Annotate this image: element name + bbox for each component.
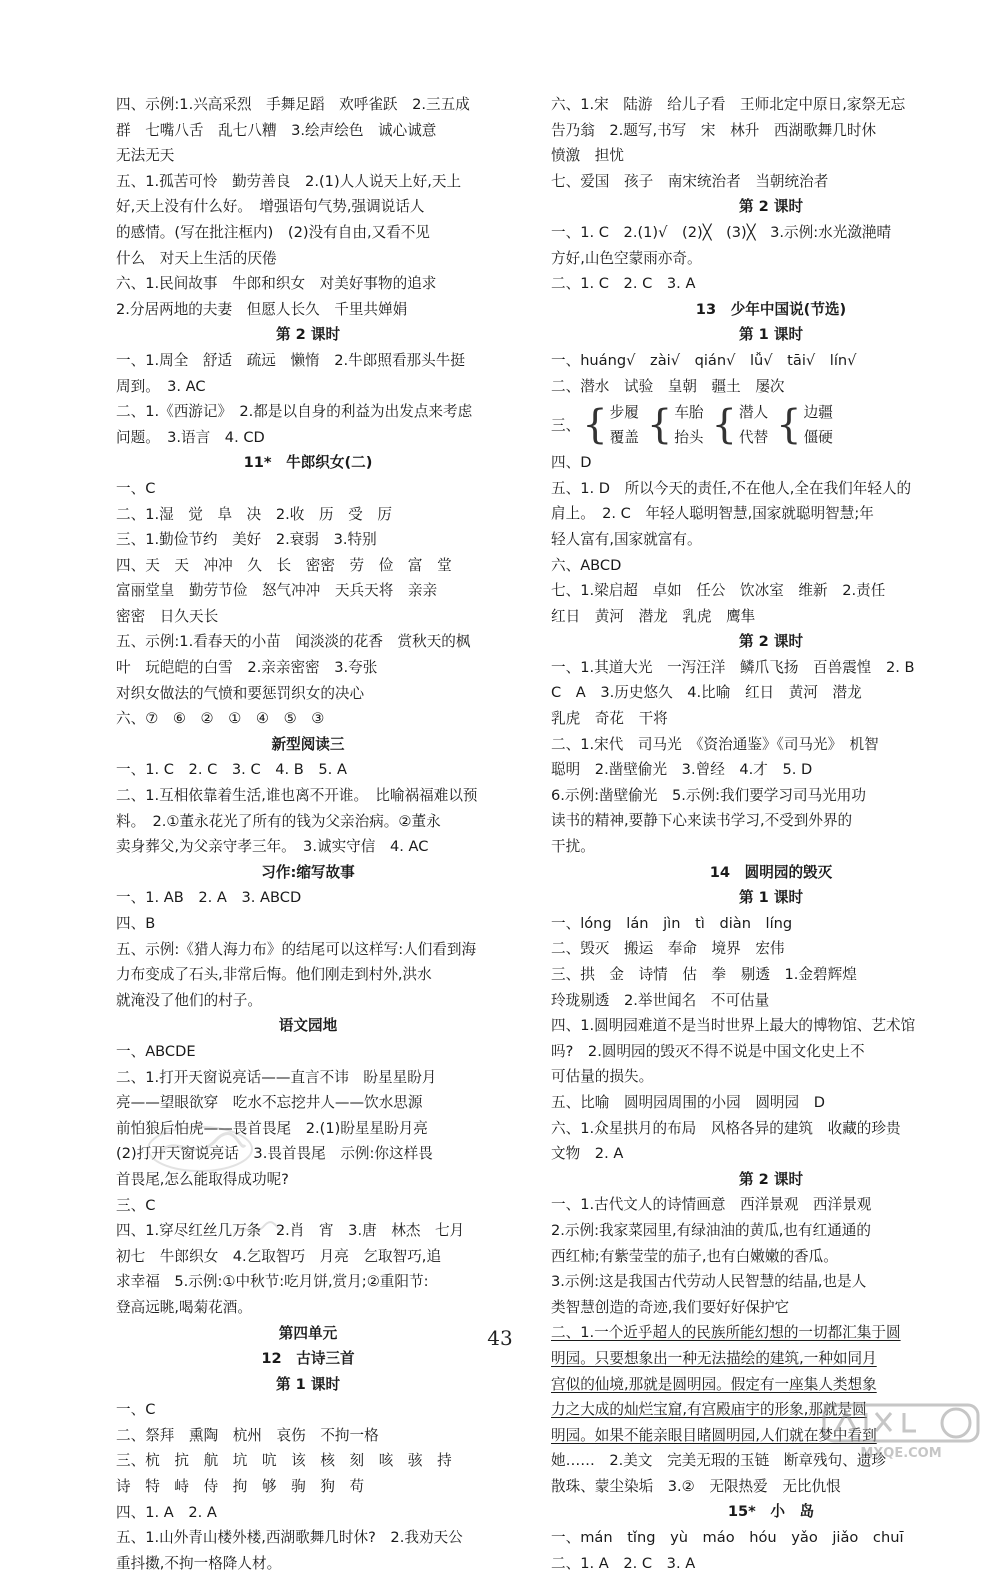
answer-line: 肩上。 2. C 年轻人聪明智慧,国家就聪明智慧;年 (551, 505, 874, 523)
answer-line: 二、祭拜 熏陶 杭州 哀伤 不拘一格 (116, 1426, 379, 1444)
word: 潜人 (738, 403, 769, 421)
answer-line: 初七 牛郎织女 4.乞取智巧 月亮 乞取智巧,追 (116, 1247, 442, 1265)
answer-line: 吗? 2.圆明园的毁灭不得不说是中国文化史上不 (551, 1042, 865, 1060)
section-heading: 新型阅读三 (271, 735, 345, 753)
answer-line: 一、C (116, 479, 156, 497)
answer-line: 一、1. C 2.(1)√ (2)╳ (3)╳ 3.示例:水光潋滟晴 (551, 223, 892, 241)
answer-line: 6.示例:凿壁偷光 5.示例:我们要学习司马光用功 (551, 786, 866, 804)
answer-line: 西红柿;有紫莹莹的茄子,也有白嫩嫩的香瓜。 (551, 1247, 838, 1265)
left-column (116, 92, 500, 1576)
word: 覆盖 (609, 428, 639, 446)
answer-line: 她…… 2.美文 完美无瑕的玉链 断章残句、遗珍 (551, 1452, 886, 1470)
section-heading: 11* 牛郎织女(二) (243, 454, 373, 472)
section-heading: 第 1 课时 (275, 1375, 341, 1393)
answer-line: 问题。 3.语言 4. CD (116, 428, 265, 446)
answer-line: 宫似的仙境,那就是圆明园。假定有一座集人类想象 (551, 1375, 877, 1393)
right-column (551, 92, 991, 1576)
answer-line: 二、1.打开天窗说亮话——直言不讳 盼星星盼月 (116, 1068, 437, 1086)
answer-line: 三、1.勤俭节约 美好 2.衰弱 3.特别 (116, 531, 377, 549)
answer-line: 一、lóng lán jìn tì diàn líng (551, 914, 793, 932)
section-heading: 第 2 课时 (738, 633, 804, 651)
answer-line: 轻人富有,国家就富有。 (551, 530, 702, 548)
answer-line: 二、毁灭 搬运 奉命 境界 宏伟 (551, 940, 785, 958)
answer-line: 类智慧创造的奇迹,我们要好好保护它 (551, 1298, 790, 1316)
answer-line: 登高远眺,喝菊花酒。 (116, 1298, 252, 1316)
answer-line: 二、1. C 2. C 3. A (551, 275, 696, 293)
answer-line: 五、1.山外青山楼外楼,西湖歌舞几时休? 2.我劝天公 (116, 1529, 463, 1547)
answer-line: 料。 2.①董永花光了所有的钱为父亲治病。②董永 (116, 812, 441, 830)
answer-line: 六、1.众星拱月的布局 风格各异的建筑 收藏的珍贵 (551, 1119, 901, 1137)
section-heading: 第 1 课时 (738, 889, 804, 907)
answer-line: 五、示例:1.看春天的小苗 闻淡淡的花香 赏秋天的枫 (116, 633, 471, 651)
answer-line: 一、1.古代文人的诗情画意 西洋景观 西洋景观 (551, 1196, 872, 1214)
answer-line: 二、1.一个近乎超人的民族所能幻想的一切都汇集于圆 (551, 1324, 901, 1342)
answer-line: 可估量的损失。 (551, 1068, 654, 1086)
word-pair (739, 400, 768, 450)
answer-line: 愤激 担忧 (551, 147, 624, 165)
answer-line: 就淹没了他们的村子。 (116, 991, 262, 1009)
answer-line: 重抖擞,不拘一格降人材。 (116, 1554, 282, 1572)
brace-glyph: { (646, 401, 673, 448)
word-pair (804, 400, 833, 450)
answer-line: 一、1.其道大光 一泻汪洋 鳞爪飞扬 百兽震惶 2. B (551, 658, 915, 676)
answer-line: 诗 特 峙 侍 拘 够 驹 狗 苟 (116, 1478, 365, 1496)
answer-line: 六、1.宋 陆游 给儿子看 王师北定中原日,家祭无忘 (551, 96, 906, 113)
answer-line: 卖身葬父,为父亲守孝三年。 3.诚实守信 4. AC (116, 838, 429, 856)
answer-line: 群 七嘴八舌 乱七八糟 3.绘声绘色 诚心诚意 (116, 121, 437, 139)
section-heading: 14 圆明园的毁灭 (709, 863, 833, 881)
brace-glyph: { (582, 401, 608, 448)
answer-line: 七、爱国 孩子 南宋统治者 当朝统治者 (551, 172, 829, 190)
answer-line: 求幸福 5.示例:①中秋节:吃月饼,赏月;②重阳节: (116, 1273, 429, 1291)
section-heading: 语文园地 (278, 1017, 338, 1035)
word: 抬头 (674, 428, 704, 446)
answer-line: 干扰。 (551, 838, 595, 856)
word-pair (610, 400, 639, 450)
answer-line: 一、huáng√ zài√ qián√ lǚ√ tāi√ lín√ (551, 351, 857, 369)
brace-glyph: { (711, 401, 737, 448)
answer-line: 3.示例:这是我国古代劳动人民智慧的结晶,也是人 (551, 1273, 867, 1291)
word: 僵硬 (803, 428, 833, 446)
answer-line: 四、B (116, 915, 156, 932)
answer-line: 周到。 3. AC (116, 377, 206, 395)
answer-label: 三、 (551, 417, 581, 435)
answer-line: 二、1.《西游记》 2.都是以自身的利益为出发点来考虑 (116, 403, 473, 421)
section-heading: 15* 小 岛 (727, 1503, 815, 1521)
svg-text:MXQE.COM: MXQE.COM (860, 1446, 942, 1461)
answer-line: 前怕狼后怕虎——畏首畏尾 2.(1)盼星星盼月亮 (116, 1119, 428, 1137)
answer-line: 二、1.宋代 司马光 《资治通鉴》《司马光》 机智 (551, 735, 879, 753)
answer-line: 一、1. C 2. C 3. C 4. B 5. A (116, 761, 347, 779)
faint-stamp-mark (232, 1220, 284, 1240)
answer-line: 六、⑦ ⑥ ② ① ④ ⑤ ③ (116, 710, 325, 728)
answer-line: 四、示例:1.兴高采烈 手舞足蹈 欢呼雀跃 2.三五成 (116, 96, 470, 113)
answer-line: 好,天上没有什么好。 增强语句气势,强调说话人 (116, 198, 425, 216)
answer-line: 三、拱 金 诗情 估 拳 剔透 1.金碧辉煌 (551, 966, 857, 983)
watermark-logo (816, 1401, 986, 1461)
answer-line: 读书的精神,要静下心来读书学习,不受到外界的 (551, 812, 853, 830)
answer-line: 无法无天 (116, 147, 175, 165)
section-heading: 第四单元 (278, 1324, 338, 1342)
section-heading: 习作:缩写故事 (261, 863, 355, 881)
word: 车胎 (674, 403, 704, 421)
answer-line: 红日 黄河 潜龙 乳虎 鹰隼 (551, 607, 756, 625)
answer-line: 三、杭 抗 航 坑 吭 该 核 刻 咳 骇 持 (116, 1452, 452, 1470)
answer-line: 六、1.民间故事 牛郎和织女 对美好事物的追求 (116, 275, 437, 293)
answer-line: 五、比喻 圆明园周围的小园 圆明园 D (551, 1093, 825, 1111)
answer-line: 对织女做法的气愤和要惩罚织女的决心 (116, 684, 365, 702)
word: 代替 (738, 428, 769, 446)
answer-line: 的感情。(写在批注框内) (2)没有自由,又看不见 (116, 223, 430, 241)
answer-line: 散珠、蒙尘染垢 3.② 无限热爱 无比仇恨 (551, 1477, 841, 1495)
section-heading: 第 1 课时 (738, 326, 804, 344)
answer-line: 二、潜水 试验 皇朝 疆土 屡次 (551, 377, 785, 395)
answer-line: 二、1. A 2. C 3. A (551, 1554, 696, 1572)
word-pair (674, 400, 703, 450)
answer-line: C A 3.历史悠久 4.比喻 红日 黄河 潜龙 (551, 684, 862, 702)
word: 边疆 (803, 403, 833, 421)
answer-line: 四、D (551, 454, 592, 472)
answer-line: 七、1.梁启超 卓如 任公 饮冰室 维新 2.责任 (551, 582, 886, 600)
answer-line: 六、ABCD (551, 556, 622, 574)
answer-line: 力之大成的灿烂宝窟,有宫殿庙宇的形象,那就是圆 (551, 1401, 867, 1419)
answer-line: 三、C (116, 1196, 156, 1214)
section-heading: 13 少年中国说(节选) (695, 300, 847, 318)
section-heading: 第 2 课时 (738, 1170, 804, 1188)
answer-line: 告乃翁 2.题写,书写 宋 林升 西湖歌舞几时休 (551, 121, 877, 139)
page-number: 43 (487, 1326, 513, 1350)
answer-line: 2.示例:我家菜园里,有绿油油的黄瓜,也有红通通的 (551, 1221, 871, 1239)
answer-line: 力布变成了石头,非常后悔。他们刚走到村外,洪水 (116, 966, 432, 984)
answer-line: 明园。只要想象出一种无法描绘的建筑,一种如同月 (551, 1349, 877, 1367)
answer-line: 2.分居两地的夫妻 但愿人长久 千里共婵娟 (116, 300, 408, 318)
answer-line: 明园。如果不能亲眼目睹圆明园,人们就在梦中看到 (551, 1426, 877, 1444)
answer-line: 四、天 天 冲冲 久 长 密密 劳 俭 富 堂 (116, 556, 452, 574)
answer-line: 玲珑剔透 2.举世闻名 不可估量 (551, 991, 770, 1009)
section-heading: 第 2 课时 (738, 198, 804, 216)
answer-line: 密密 日久天长 (116, 607, 219, 625)
answer-line: 一、C (116, 1401, 156, 1419)
answer-line: 一、ABCDE (116, 1042, 196, 1060)
section-heading: 12 古诗三首 (261, 1350, 355, 1368)
answer-line: 四、1. A 2. A (116, 1503, 217, 1521)
faint-stamp-mark (145, 1123, 255, 1175)
answer-line: 乳虎 奇花 干将 (551, 710, 668, 728)
answer-line: 五、示例:《猎人海力布》的结尾可以这样写:人们看到海 (116, 940, 477, 958)
answer-line: 聪明 2.凿壁偷光 3.曾经 4.才 5. D (551, 761, 813, 779)
answer-line: 什么 对天上生活的厌倦 (116, 249, 277, 267)
answer-line: 二、1.互相依靠着生活,谁也离不开谁。 比喻祸福难以预 (116, 787, 478, 805)
bracket-answer-row (551, 399, 991, 450)
answer-line: 一、1. AB 2. A 3. ABCD (116, 889, 302, 907)
answer-line: 四、1.穿尽红丝几万条 2.肖 宵 3.唐 林杰 七月 (116, 1222, 465, 1240)
section-heading: 第 2 课时 (275, 326, 341, 344)
answer-line: 首畏尾,怎么能取得成功呢? (116, 1170, 289, 1188)
word: 步履 (609, 403, 639, 421)
answer-line: 四、1.圆明园难道不是当时世界上最大的博物馆、艺术馆 (551, 1017, 916, 1035)
answer-line: 一、mán tǐng yù máo hóu yǎo jiǎo chuī (551, 1529, 904, 1547)
answer-line: 富丽堂皇 勤劳节俭 怒气冲冲 天兵天将 亲亲 (116, 582, 438, 600)
answer-line: 五、1.孤苦可怜 勤劳善良 2.(1)人人说天上好,天上 (116, 172, 462, 190)
answer-line: (2)打开天窗说亮话 3.畏首畏尾 示例:你这样畏 (116, 1145, 433, 1163)
answer-line: 二、1.湿 觉 阜 决 2.收 历 受 厉 (116, 505, 392, 523)
brace-glyph: { (776, 401, 802, 448)
answer-line: 一、1.周全 舒适 疏远 懒惰 2.牛郎照看那头牛挺 (116, 351, 465, 369)
answer-line: 方好,山色空蒙雨亦奇。 (551, 249, 702, 267)
answer-line: 亮——望眼欲穿 吃水不忘挖井人——饮水思源 (116, 1094, 423, 1112)
answer-line: 叶 玩皑皑的白雪 2.亲亲密密 3.夸张 (116, 659, 378, 677)
answer-line: 五、1. D 所以今天的责任,不在他人,全在我们年轻人的 (551, 479, 912, 497)
answer-line: 文物 2. A (551, 1145, 624, 1163)
